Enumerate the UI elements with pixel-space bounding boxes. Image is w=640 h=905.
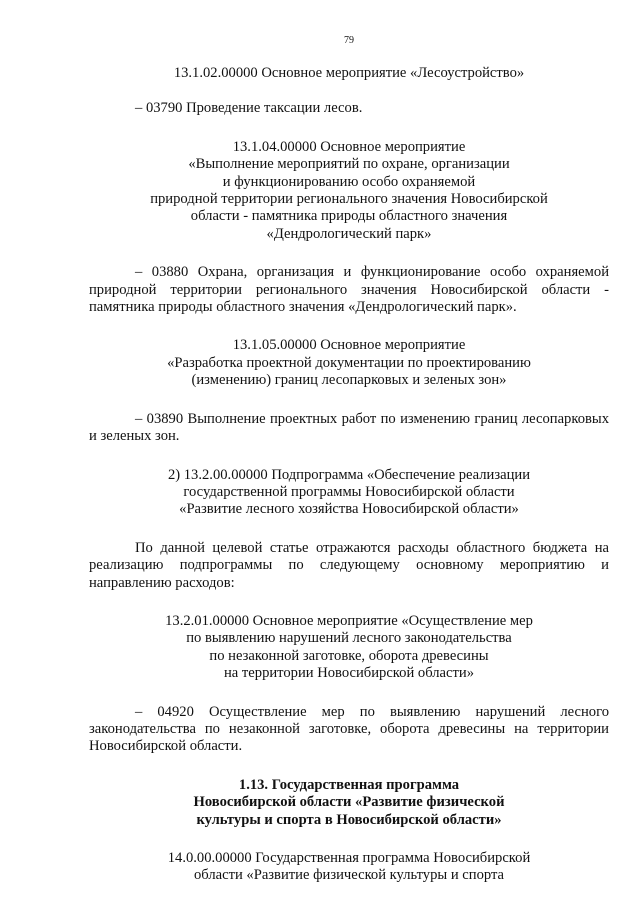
heading-line: на территории Новосибирской области» <box>223 665 474 682</box>
heading-line: «Развитие лесного хозяйства Новосибирской области» <box>179 501 519 518</box>
heading-line: «Дендрологический парк» <box>266 225 432 242</box>
heading-line: по выявлению нарушений лесного законодательства <box>186 630 512 647</box>
heading-line: «Разработка проектной документации по проектированию <box>167 354 531 371</box>
paragraph-03880: – 03880 Охрана, организация и функционирование особо охраняемой природной территории регионального значения Новосибирской области - памятника природы областного значения «Дендрологический парк». <box>89 264 609 316</box>
heading-line: области - памятника природы областного значения <box>190 208 508 225</box>
heading-line: культуры и спорта в Новосибирской области» <box>196 811 502 828</box>
paragraph-04920: – 04920 Осуществление мер по выявлению нарушений лесного законодательства по незаконной заготовке, оборота древесины на территории Новосибирской области. <box>89 703 609 755</box>
heading-line: 13.2.01.00000 Основное мероприятие «Осуществление мер <box>165 612 533 629</box>
heading-line: области «Развитие физической культуры и спорта <box>193 867 505 884</box>
heading-line: и функционированию особо охраняемой <box>222 173 476 190</box>
heading-forest-management <box>89 65 609 82</box>
heading-line: 1.13. Государственная программа <box>238 776 460 793</box>
heading-line: (изменению) границ лесопарковых и зеленых зон» <box>191 372 507 389</box>
heading-line: Новосибирской области «Развитие физической <box>193 794 505 811</box>
heading-violations-measures <box>89 613 609 683</box>
heading-line: «Выполнение мероприятий по охране, организации <box>188 156 510 173</box>
paragraph-03790: – 03790 Проведение таксации лесов. <box>135 100 363 117</box>
heading-dendrological-park <box>89 139 609 243</box>
heading-line: 13.1.05.00000 Основное мероприятие <box>232 337 466 354</box>
heading-project-documentation <box>89 337 609 389</box>
heading-line: природной территории регионального значения Новосибирской <box>150 191 548 208</box>
heading-line: государственной программы Новосибирской области <box>183 483 515 500</box>
heading-subprogram-13-2 <box>89 467 609 519</box>
section-heading-1-13 <box>89 777 609 829</box>
paragraph-03890: – 03890 Выполнение проектных работ по изменению границ лесопарковых и зеленых зон. <box>89 410 609 445</box>
heading-state-program-14 <box>89 850 609 885</box>
heading-line: 13.1.04.00000 Основное мероприятие <box>232 138 466 155</box>
page-number: 79 <box>344 35 354 46</box>
paragraph-budget-expenses: По данной целевой статье отражаются расходы областного бюджета на реализацию подпрограммы по следующему основному мероприятию и направлению расходов: <box>89 539 609 591</box>
heading-line: 14.0.00.00000 Государственная программа Новосибирской <box>167 850 531 866</box>
heading-line: 2) 13.2.00.00000 Подпрограмма «Обеспечение реализации <box>167 466 531 483</box>
heading-line: 13.1.02.00000 Основное мероприятие «Лесоустройство» <box>173 65 525 81</box>
heading-line: по незаконной заготовке, оборота древесины <box>209 647 489 664</box>
